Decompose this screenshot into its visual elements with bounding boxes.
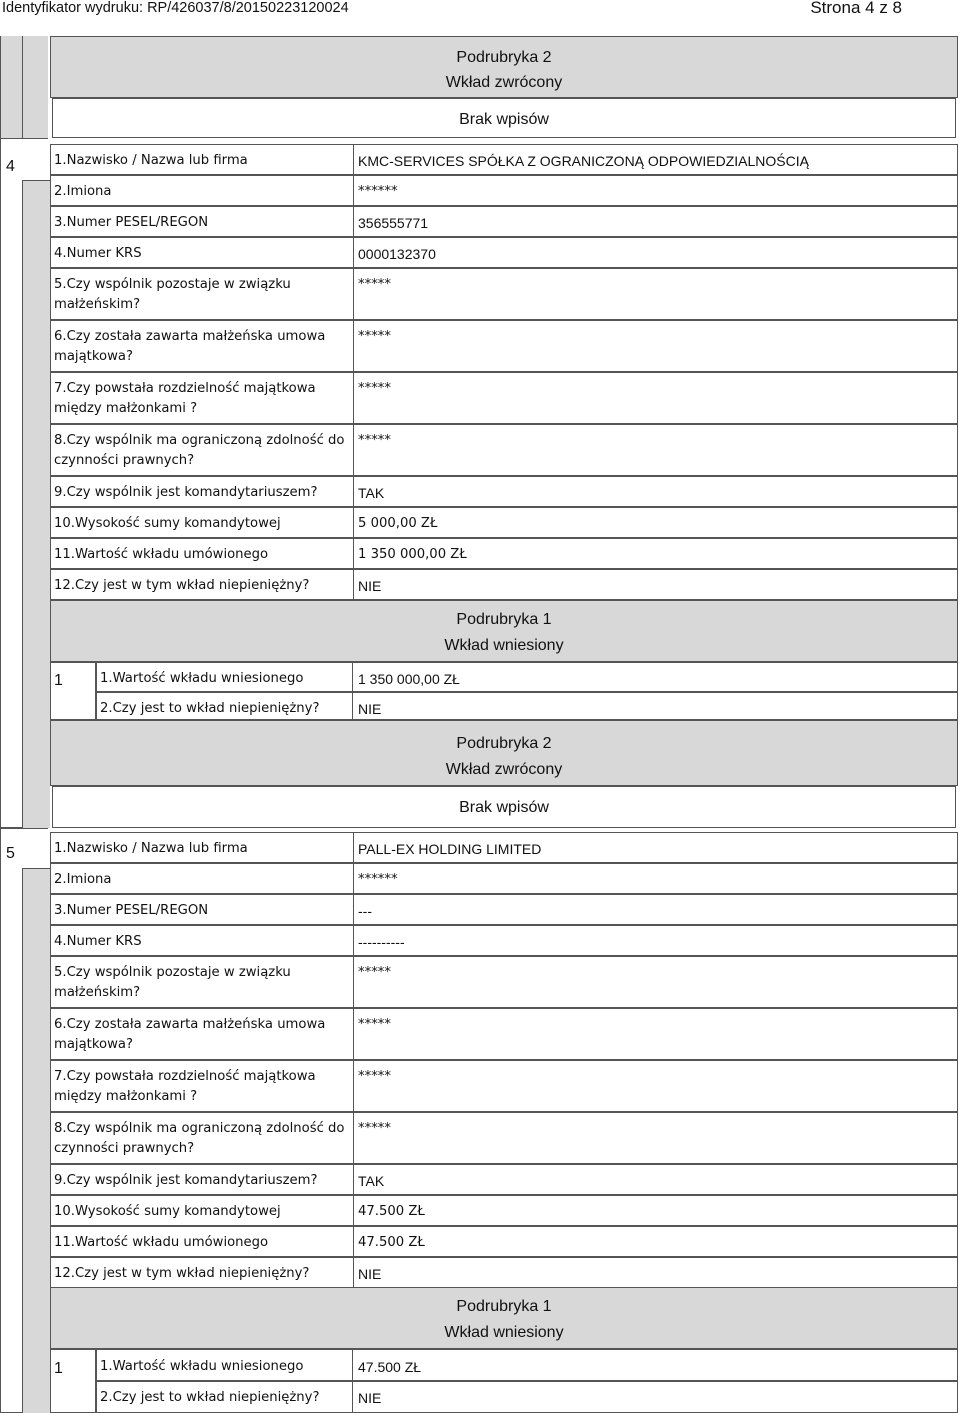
shareholder-4-number: 4 bbox=[6, 158, 15, 175]
field-value: 47.500 ZŁ bbox=[358, 1235, 425, 1250]
field-label: 4.Numer KRS bbox=[54, 934, 142, 949]
field-label: 5.Czy wspólnik pozostaje w związku małżeńskim? bbox=[54, 965, 291, 1000]
field-value: 47.500 ZŁ bbox=[358, 1204, 425, 1219]
subsection-header-paid-in bbox=[50, 1287, 958, 1349]
contribution-label: 2.Czy jest to wkład niepieniężny? bbox=[100, 701, 320, 716]
subsection-header-returned bbox=[50, 720, 958, 786]
field-label: 5.Czy wspólnik pozostaje w związku małżeńskim? bbox=[54, 277, 291, 312]
field-label: 12.Czy jest w tym wkład niepieniężny? bbox=[54, 1266, 310, 1281]
field-label: 8.Czy wspólnik ma ograniczoną zdolność do czynności prawnych? bbox=[54, 433, 345, 468]
field-value: ****** bbox=[358, 184, 398, 199]
field-label: 2.Imiona bbox=[54, 184, 112, 199]
field-value: 356555771 bbox=[358, 215, 429, 231]
field-value: ---------- bbox=[358, 934, 405, 950]
contribution-value: NIE bbox=[358, 701, 382, 717]
field-value: TAK bbox=[358, 485, 385, 501]
field-label: 7.Czy powstała rozdzielność majątkowa między małżonkami ? bbox=[54, 381, 316, 416]
contribution-label: 1.Wartość wkładu wniesionego bbox=[100, 671, 304, 686]
field-value: KMC-SERVICES SPÓŁKA Z OGRANICZONĄ ODPOWIEDZIALNOŚCIĄ bbox=[358, 153, 809, 169]
field-value: TAK bbox=[358, 1173, 385, 1189]
contribution-number: 1 bbox=[54, 1360, 63, 1377]
subsection-subtitle: Wkład zwrócony bbox=[445, 74, 563, 91]
field-value: ***** bbox=[358, 381, 391, 396]
subsection-subtitle: Wkład wniesiony bbox=[444, 637, 564, 654]
field-label: 7.Czy powstała rozdzielność majątkowa między małżonkami ? bbox=[54, 1069, 316, 1104]
subsection-header-paid-in bbox=[50, 600, 958, 662]
field-label: 11.Wartość wkładu umówionego bbox=[54, 547, 269, 562]
field-value: 1 350 000,00 ZŁ bbox=[358, 547, 467, 562]
field-value: ***** bbox=[358, 1017, 391, 1032]
contribution-value: 1 350 000,00 ZŁ bbox=[358, 671, 460, 687]
no-entries: Brak wpisów bbox=[52, 98, 956, 138]
contribution-value: 47.500 ZŁ bbox=[358, 1359, 422, 1375]
field-label: 6.Czy została zawarta małżeńska umowa majątkowa? bbox=[54, 1017, 326, 1052]
field-label: 12.Czy jest w tym wkład niepieniężny? bbox=[54, 578, 310, 593]
field-label: 1.Nazwisko / Nazwa lub firma bbox=[54, 841, 248, 856]
field-label: 3.Numer PESEL/REGON bbox=[54, 903, 209, 918]
field-value: ***** bbox=[358, 277, 391, 292]
field-value: NIE bbox=[358, 1266, 382, 1282]
field-value: ***** bbox=[358, 329, 391, 344]
contribution-index-cell bbox=[50, 1349, 96, 1413]
field-value: ***** bbox=[358, 433, 391, 448]
print-identifier: Identyfikator wydruku: RP/426037/8/20150223120024 bbox=[2, 0, 349, 16]
field-value: --- bbox=[358, 903, 372, 919]
field-value: NIE bbox=[358, 578, 382, 594]
field-label: 4.Numer KRS bbox=[54, 246, 142, 261]
contribution-label: 2.Czy jest to wkład niepieniężny? bbox=[100, 1390, 320, 1405]
contribution-label: 1.Wartość wkładu wniesionego bbox=[100, 1359, 304, 1374]
subsection-header-returned bbox=[50, 36, 958, 98]
no-entries: Brak wpisów bbox=[52, 786, 956, 828]
subsection-title: Podrubryka 2 bbox=[456, 735, 552, 752]
field-value: ***** bbox=[358, 1121, 391, 1136]
page-number: Strona 4 z 8 bbox=[810, 0, 902, 17]
field-value: 0000132370 bbox=[358, 246, 436, 262]
subsection-title: Podrubryka 2 bbox=[456, 49, 552, 66]
field-label: 10.Wysokość sumy komandytowej bbox=[54, 1204, 281, 1219]
contribution-number: 1 bbox=[54, 672, 63, 689]
field-label: 8.Czy wspólnik ma ograniczoną zdolność do czynności prawnych? bbox=[54, 1121, 345, 1156]
subsection-title: Podrubryka 1 bbox=[456, 611, 552, 628]
subsection-subtitle: Wkład zwrócony bbox=[445, 761, 563, 778]
field-value: ***** bbox=[358, 1069, 391, 1084]
field-label: 6.Czy została zawarta małżeńska umowa majątkowa? bbox=[54, 329, 326, 364]
field-label: 10.Wysokość sumy komandytowej bbox=[54, 516, 281, 531]
contribution-value: NIE bbox=[358, 1390, 382, 1406]
field-value: 5 000,00 ZŁ bbox=[358, 516, 438, 531]
field-label: 9.Czy wspólnik jest komandytariuszem? bbox=[54, 1173, 318, 1188]
subsection-subtitle: Wkład wniesiony bbox=[444, 1324, 564, 1341]
field-value: ***** bbox=[358, 965, 391, 980]
subsection-title: Podrubryka 1 bbox=[456, 1298, 552, 1315]
field-label: 1.Nazwisko / Nazwa lub firma bbox=[54, 153, 248, 168]
field-label: 2.Imiona bbox=[54, 872, 112, 887]
shareholder-5-number: 5 bbox=[6, 845, 15, 862]
field-label: 9.Czy wspólnik jest komandytariuszem? bbox=[54, 485, 318, 500]
field-label: 3.Numer PESEL/REGON bbox=[54, 215, 209, 230]
field-value: PALL-EX HOLDING LIMITED bbox=[358, 841, 542, 857]
contribution-index-cell bbox=[50, 662, 96, 720]
field-value: ****** bbox=[358, 872, 398, 887]
field-label: 11.Wartość wkładu umówionego bbox=[54, 1235, 269, 1250]
